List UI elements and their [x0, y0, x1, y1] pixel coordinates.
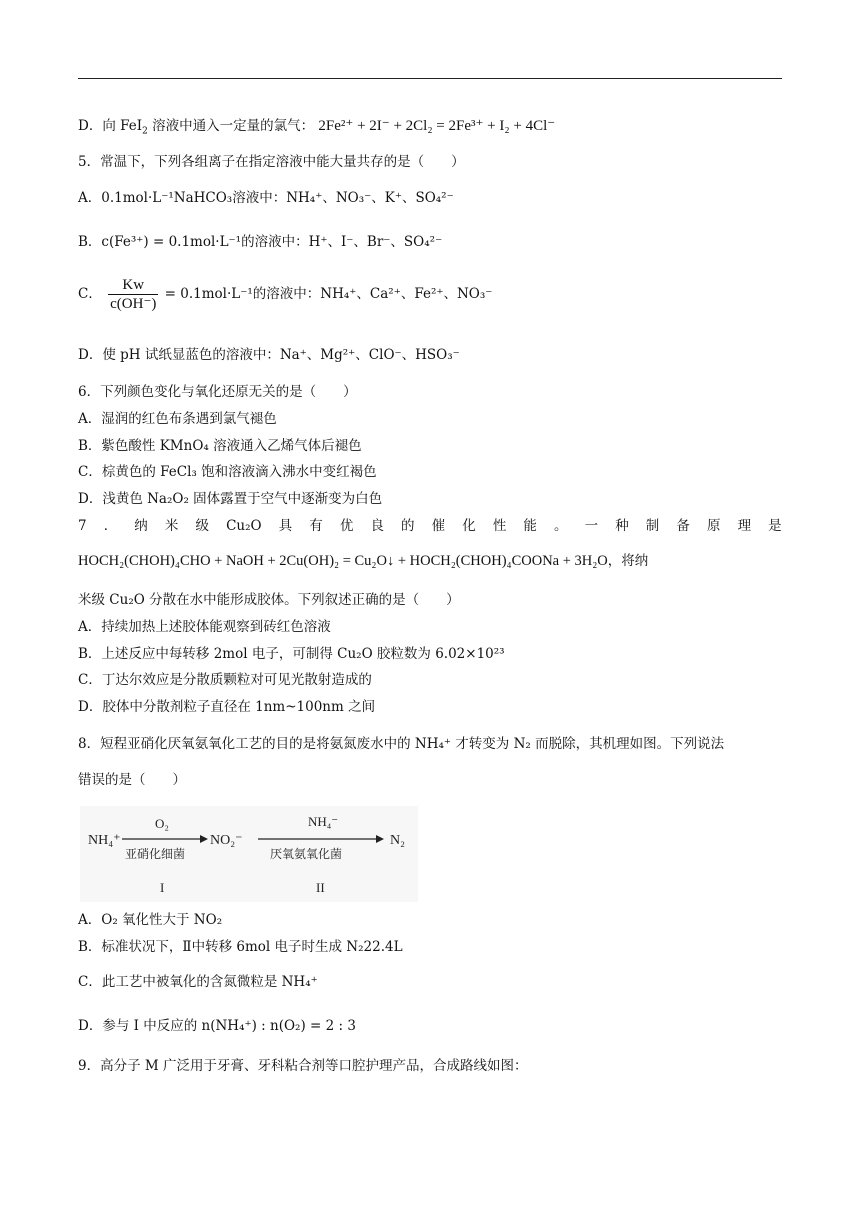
- arrow-2-head: [376, 835, 384, 843]
- q5-option-c: C． $\frac{Kw}{c(OH^-)}$ = 0.1mol·L⁻¹的溶液中：NH₄⁺、Ca²⁺、Fe²⁺、NO₃⁻: [78, 277, 493, 312]
- q7-stem-char: Cu₂O: [226, 518, 262, 534]
- q7-stem-char: 一: [584, 518, 599, 534]
- q7-stem-char: 原: [706, 518, 721, 534]
- q4-option-d: D．向 FeI$_2$ 溶液中通入一定量的氯气： 2Fe²⁺ + 2I⁻ + 2Cl₂ = 2Fe³⁺ + I₂ + 4Cl⁻: [78, 118, 556, 137]
- q7-stem-char: 。: [554, 518, 568, 534]
- diagram-cond1: 亚硝化细菌: [125, 847, 186, 861]
- q8-stem-line2: 错误的是（ ）: [78, 772, 186, 788]
- q5-option-a: A．0.1mol·L⁻¹NaHCO₃溶液中：NH₄⁺、NO₃⁻、K⁺、SO₄²⁻: [78, 190, 454, 206]
- q6-option-b: B．紫色酸性 KMnO₄ 溶液通入乙烯气体后褪色: [78, 438, 362, 454]
- header-rule: [78, 78, 782, 79]
- q7-stem-char: 的: [401, 518, 415, 534]
- q7-equation: HOCH₂(CHOH)₄CHO + NaOH + 2Cu(OH)₂ = Cu₂O↓ + HOCH₂(CHOH)₄COONa + 3H₂O，将纳: [78, 553, 649, 569]
- q7-stem-char: 催: [431, 518, 446, 534]
- diagram-reagent2: NH₄⁻: [308, 814, 339, 829]
- q8-stem-line1: 8．短程亚硝化厌氧氨氧化工艺的目的是将氨氮废水中的 NH₄⁺ 才转变为 N₂ 而脱除，其机理如图。下列说法: [78, 736, 725, 752]
- diagram-start: NH₄⁺: [88, 833, 121, 848]
- arrow-1-head: [200, 835, 208, 843]
- q7-stem-char: 优: [339, 518, 354, 534]
- mechanism-diagram: [80, 806, 418, 902]
- q8-option-a: A．O₂ 氧化性大于 NO₂: [78, 912, 223, 928]
- q7-stem-char: 有: [309, 518, 323, 534]
- q7-stem-char: 米: [164, 518, 179, 534]
- q7-stem-char: 是: [768, 518, 782, 534]
- q7-stem-char: 7: [78, 518, 87, 534]
- q6-option-c: C．棕黄色的 FeCl₃ 饱和溶液滴入沸水中变红褐色: [78, 464, 377, 480]
- q7-stem-char: 级: [195, 518, 209, 534]
- q7-stem-char: 化: [462, 518, 476, 534]
- q7-option-a: A．持续加热上述胶体能观察到砖红色溶液: [78, 619, 331, 635]
- q7-stem-char: 良: [370, 518, 384, 534]
- q7-stem-char: 理: [737, 518, 752, 534]
- q7-stem-line3: 米级 Cu₂O 分散在水中能形成胶体。下列叙述正确的是（ ）: [78, 592, 460, 608]
- diagram-cond2: 厌氧氨氧化菌: [270, 847, 343, 861]
- q7-option-c: C．丁达尔效应是分散质颗粒对可见光散射造成的: [78, 672, 372, 688]
- q6-stem: 6．下列颜色变化与氧化还原无关的是（ ）: [78, 384, 357, 400]
- diagram-end: N₂: [390, 833, 405, 848]
- kw-fraction: $\frac{Kw}{c(OH^-)}$: [110, 277, 157, 312]
- q9-stem: 9．高分子 M 广泛用于牙膏、牙科粘合剂等口腔护理产品，合成路线如图：: [78, 1058, 528, 1074]
- q6-option-a: A．湿润的红色布条遇到氯气褪色: [78, 411, 277, 427]
- diagram-stage2: II: [316, 880, 325, 895]
- q8-option-c: C．此工艺中被氧化的含氮微粒是 NH₄⁺: [78, 974, 318, 990]
- q7-stem-char: 制: [645, 518, 660, 534]
- q7-stem-char: ．: [103, 518, 118, 534]
- diagram-mid: NO₂⁻: [210, 833, 243, 848]
- q5-stem: 5．常温下，下列各组离子在指定溶液中能大量共存的是（ ）: [78, 154, 465, 170]
- q7-stem-char: 纳: [134, 518, 148, 534]
- q8-option-b: B．标准状况下，Ⅱ中转移 6mol 电子时生成 N₂22.4L: [78, 939, 403, 955]
- q5-option-b: B．c(Fe³⁺) = 0.1mol·L⁻¹的溶液中：H⁺、I⁻、Br⁻、SO₄²⁻: [78, 234, 443, 250]
- q7-stem-char: 备: [676, 518, 690, 534]
- q7-stem-char: 性: [492, 518, 507, 534]
- q7-option-b: B．上述反应中每转移 2mol 电子，可制得 Cu₂O 胶粒数为 6.02×10²³: [78, 646, 505, 662]
- q7-stem-char: 种: [615, 518, 629, 534]
- diagram-reagent1: O₂: [155, 816, 169, 831]
- q7-stem-char: 具: [278, 518, 293, 534]
- q8-option-d: D．参与 I 中反应的 n(NH₄⁺) : n(O₂) = 2 : 3: [78, 1018, 356, 1034]
- q7-stem-char: 能: [523, 518, 537, 534]
- q6-option-d: D．浅黄色 Na₂O₂ 固体露置于空气中逐渐变为白色: [78, 491, 383, 507]
- diagram-stage1: I: [160, 880, 165, 895]
- q7-stem-line1: [78, 517, 782, 535]
- q7-option-d: D．胶体中分散剂粒子直径在 1nm~100nm 之间: [78, 699, 376, 715]
- q5-option-d: D．使 pH 试纸显蓝色的溶液中：Na⁺、Mg²⁺、ClO⁻、HSO₃⁻: [78, 347, 460, 363]
